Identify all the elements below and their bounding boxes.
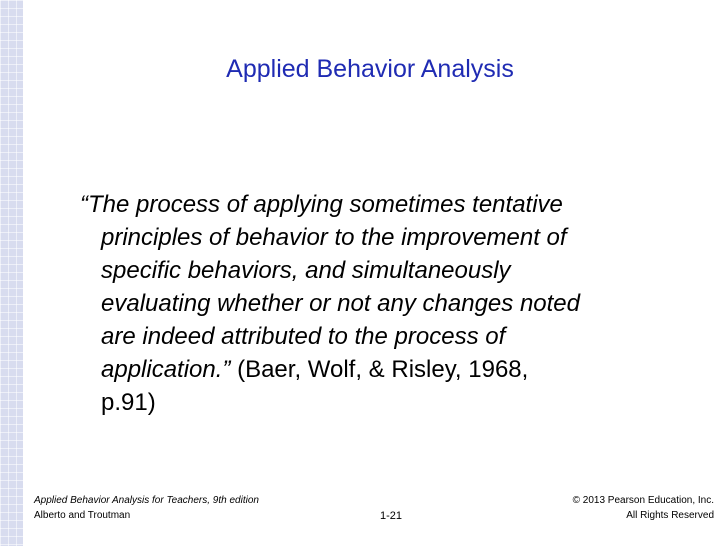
- footer-copyright: © 2013 Pearson Education, Inc.: [572, 495, 714, 506]
- footer-book-title: Applied Behavior Analysis for Teachers, 9th edition: [34, 495, 259, 506]
- quote-line-5: are indeed attributed to the process of: [101, 323, 506, 350]
- footer-authors: Alberto and Troutman: [34, 510, 131, 521]
- citation-page: p.91): [101, 389, 156, 416]
- quote-line-1: “The process of applying sometimes tentative: [80, 191, 563, 218]
- quote-line-2: principles of behavior to the improvement of: [101, 224, 567, 251]
- quote-line-3: specific behaviors, and simultaneously: [101, 257, 511, 284]
- quote-block: [70, 188, 690, 419]
- quote-line-6: [70, 353, 690, 386]
- quote-line-6-text: application.”: [101, 356, 238, 383]
- footer-rights: All Rights Reserved: [626, 510, 714, 521]
- footer-left: [34, 493, 259, 523]
- quote-line-4: evaluating whether or not any changes noted: [101, 290, 581, 317]
- footer-right: [573, 493, 714, 523]
- slide-title: Applied Behavior Analysis: [226, 55, 514, 83]
- page-number: 1-21: [380, 510, 403, 522]
- citation-text: (Baer, Wolf, & Risley, 1968,: [237, 356, 529, 383]
- decorative-side-bar: [0, 0, 23, 546]
